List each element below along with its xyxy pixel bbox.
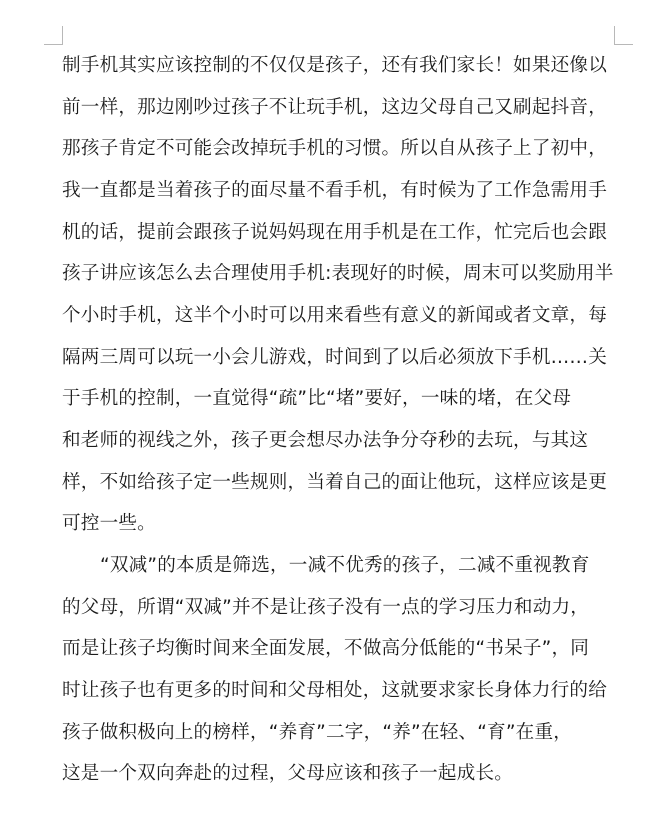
paragraph-2-line-2: 的父母，所谓“双减”并不是让孩子没有一点的学习压力和动力， — [62, 597, 590, 618]
paragraph-1-line-7: 个小时手机，这半个小时可以用来看些有意义的新闻或者文章，每 — [62, 305, 608, 326]
paragraph-1-line-1: 制手机其实应该控制的不仅仅是孩子，还有我们家长！如果还像以 — [62, 55, 608, 76]
paragraph-2-line-5: 孩子做积极向上的榜样，“养育”二字，“养”在轻、“育”在重， — [62, 722, 573, 743]
top-right-margin-mark — [614, 26, 633, 45]
paragraph-1-line-4: 我一直都是当着孩子的面尽量不看手机，有时候为了工作急需用手 — [62, 180, 608, 201]
top-left-margin-mark — [44, 26, 63, 45]
paragraph-2-line-6: 这是一个双向奔赴的过程，父母应该和孩子一起成长。 — [62, 763, 514, 784]
paragraph-2-line-3: 而是让孩子均衡时间来全面发展，不做高分低能的“书呆子”，同 — [62, 638, 590, 659]
paragraph-1-line-8: 隔两三周可以玩一小会儿游戏，时间到了以后必须放下手机……关 — [62, 347, 608, 368]
paragraph-1-line-9: 于手机的控制，一直觉得“疏”比“堵”要好，一味的堵，在父母 — [62, 388, 572, 409]
paragraph-1-line-3: 那孩子肯定不可能会改掉玩手机的习惯。所以自从孩子上了初中， — [62, 138, 608, 159]
paragraph-1-line-6: 孩子讲应该怎么去合理使用手机:表现好的时候，周末可以奖励用半 — [62, 263, 614, 284]
paragraph-1-line-5: 机的话，提前会跟孩子说妈妈现在用手机是在工作，忙完后也会跟 — [62, 222, 608, 243]
paragraph-1-line-12: 可控一些。 — [62, 513, 156, 534]
paragraph-1-line-2: 前一样，那边刚吵过孩子不让玩手机，这边父母自己又刷起抖音， — [62, 97, 608, 118]
paragraph-2-line-1: “双减”的本质是筛选，一减不优秀的孩子，二减不重视教育 — [100, 555, 590, 576]
paragraph-1-line-11: 样，不如给孩子定一些规则，当着自己的面让他玩，这样应该是更 — [62, 472, 608, 493]
paragraph-1-line-10: 和老师的视线之外，孩子更会想尽办法争分夺秒的去玩，与其这 — [62, 430, 589, 451]
paragraph-2-line-4: 时让孩子也有更多的时间和父母相处，这就要求家长身体力行的给 — [62, 680, 608, 701]
